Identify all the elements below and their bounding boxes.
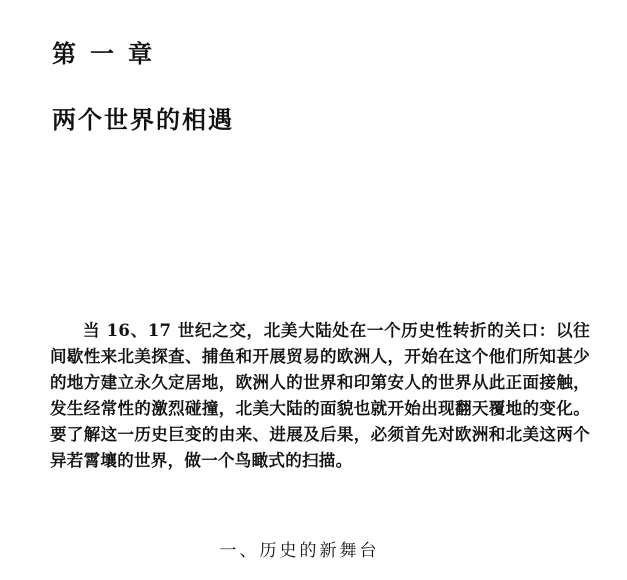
chapter-title: 两个世界的相遇 [52, 106, 234, 134]
chapter-label: 第一章 [52, 40, 166, 68]
section-heading-wrapper [0, 538, 627, 564]
body-paragraph: 当 16、17 世纪之交，北美大陆处在一个历史性转折的关口：以往间歇性来北美探查、捕鱼和开展贸易的欧洲人，开始在这个他们所知甚少的地方建立永久定居地，欧洲人的世界和印第安人的世界从此正面接触，发生经常性的激烈碰撞，北美大陆的面貌也就开始出现翻天覆地的变化。要了解这一历史巨变的由来、进展及后果，必须首先对欧洲和北美这两个异若霄壤的世界，做一个鸟瞰式的扫描。 [50, 321, 590, 470]
section-heading: 一、历史的新舞台 [219, 541, 380, 561]
